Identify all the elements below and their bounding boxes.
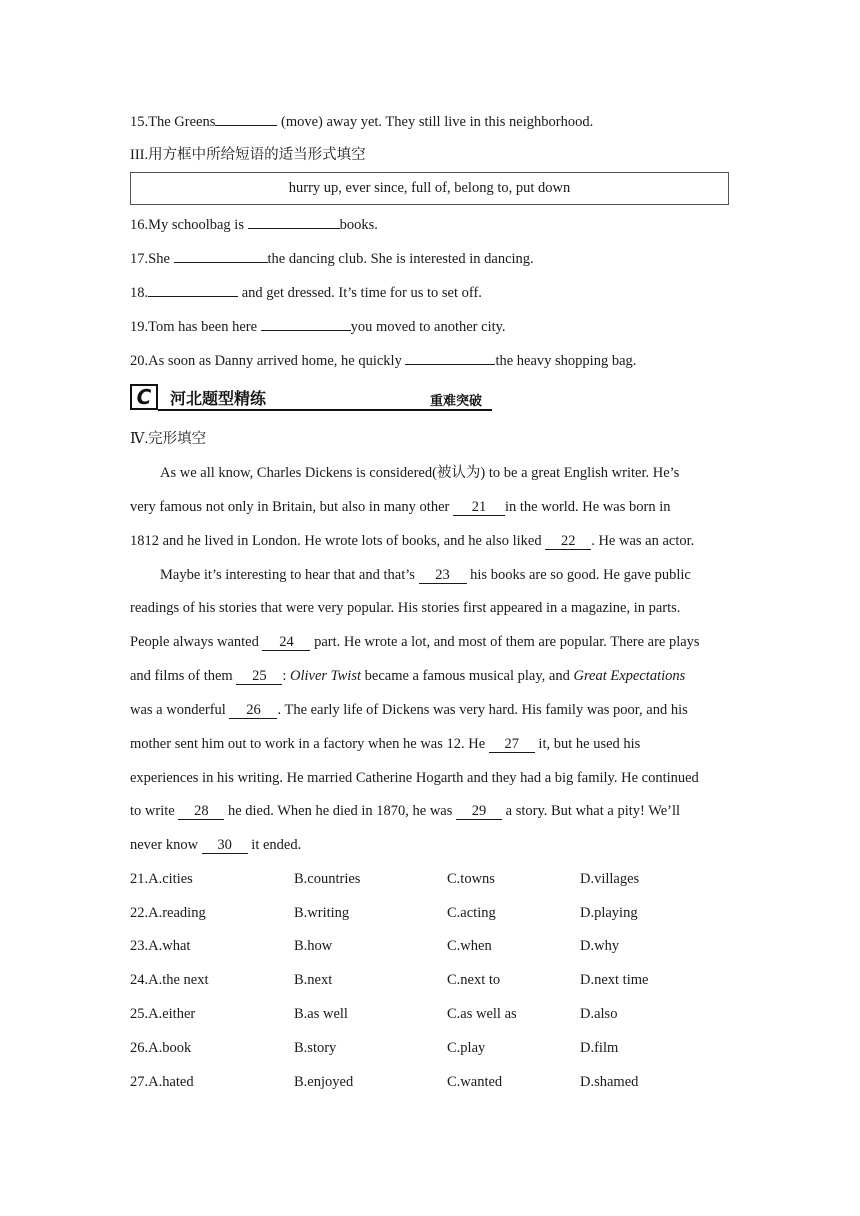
passage-line: Maybe it’s interesting to hear that and that’s 23 his books are so good. He gave public <box>160 567 691 583</box>
banner-c-logo: C <box>130 384 158 410</box>
option-c[interactable]: C.as well as <box>447 1006 517 1022</box>
blank-29[interactable]: 29 <box>456 803 502 820</box>
section-4-heading: Ⅳ.完形填空 <box>130 431 207 447</box>
option-b[interactable]: B.countries <box>294 871 361 887</box>
option-row <box>130 1004 730 1024</box>
option-c[interactable]: C.acting <box>447 905 496 921</box>
answer-blank[interactable] <box>248 228 340 229</box>
answer-blank[interactable] <box>148 296 238 297</box>
option-a[interactable]: 23.A.what <box>130 938 191 954</box>
passage-line: mother sent him out to work in a factory when he was 12. He 27 it, but he used his <box>130 736 641 752</box>
question-16: 16.My schoolbag is books. <box>130 217 378 233</box>
passage-line: As we all know, Charles Dickens is considered(被认为) to be a great English writer. He’s <box>160 465 680 481</box>
option-d[interactable]: D.also <box>580 1006 618 1022</box>
option-c[interactable]: C.next to <box>447 972 501 988</box>
option-b[interactable]: B.writing <box>294 905 350 921</box>
option-d[interactable]: D.next time <box>580 972 649 988</box>
answer-blank[interactable] <box>215 125 277 126</box>
question-17: 17.She the dancing club. She is interested in dancing. <box>130 251 534 267</box>
banner-rule <box>158 409 492 411</box>
blank-26[interactable]: 26 <box>229 702 277 719</box>
question-18: 18. and get dressed. It’s time for us to set off. <box>130 285 482 301</box>
section-3-heading: III.用方框中所给短语的适当形式填空 <box>130 147 366 163</box>
option-b[interactable]: B.story <box>294 1040 337 1056</box>
answer-blank[interactable] <box>174 262 268 263</box>
option-a[interactable]: 21.A.cities <box>130 871 193 887</box>
blank-28[interactable]: 28 <box>178 803 224 820</box>
section-banner <box>130 382 492 412</box>
question-15: 15.The Greens (move) away yet. They still live in this neighborhood. <box>130 114 594 130</box>
blank-25[interactable]: 25 <box>236 668 282 685</box>
question-19: 19.Tom has been here you moved to another city. <box>130 319 506 335</box>
blank-27[interactable]: 27 <box>489 736 535 753</box>
option-a[interactable]: 25.A.either <box>130 1006 196 1022</box>
option-row <box>130 1072 730 1092</box>
passage-line: to write 28 he died. When he died in 1870, he was 29 a story. But what a pity! We’ll <box>130 803 681 819</box>
phrase-box: hurry up, ever since, full of, belong to, put down <box>130 172 729 205</box>
blank-21[interactable]: 21 <box>453 499 505 516</box>
blank-23[interactable]: 23 <box>419 567 467 584</box>
option-a[interactable]: 27.A.hated <box>130 1074 194 1090</box>
option-b[interactable]: B.how <box>294 938 333 954</box>
blank-24[interactable]: 24 <box>262 634 310 651</box>
blank-22[interactable]: 22 <box>545 533 591 550</box>
banner-title: 河北题型精练 <box>170 389 267 408</box>
option-d[interactable]: D.villages <box>580 871 640 887</box>
blank-30[interactable]: 30 <box>202 837 248 854</box>
passage-line: never know 30 it ended. <box>130 837 302 853</box>
passage-line: very famous not only in Britain, but also in many other 21 in the world. He was born in <box>130 499 671 515</box>
option-c[interactable]: C.play <box>447 1040 486 1056</box>
passage-line: experiences in his writing. He married Catherine Hogarth and they had a big family. He continued <box>130 770 699 786</box>
option-row <box>130 903 730 923</box>
option-d[interactable]: D.shamed <box>580 1074 639 1090</box>
option-a[interactable]: 24.A.the next <box>130 972 209 988</box>
option-b[interactable]: B.enjoyed <box>294 1074 354 1090</box>
option-b[interactable]: B.next <box>294 972 333 988</box>
answer-blank[interactable] <box>405 364 495 365</box>
passage-line: readings of his stories that were very popular. His stories first appeared in a magazine, in parts. <box>130 600 681 616</box>
option-b[interactable]: B.as well <box>294 1006 348 1022</box>
option-row <box>130 869 730 889</box>
passage-line: was a wonderful 26 . The early life of Dickens was very hard. His family was poor, and his <box>130 702 688 718</box>
option-a[interactable]: 26.A.book <box>130 1040 192 1056</box>
option-a[interactable]: 22.A.reading <box>130 905 206 921</box>
question-20: 20.As soon as Danny arrived home, he quickly the heavy shopping bag. <box>130 353 637 369</box>
option-d[interactable]: D.why <box>580 938 620 954</box>
passage-line: 1812 and he lived in London. He wrote lots of books, and he also liked 22 . He was an actor. <box>130 533 695 549</box>
option-c[interactable]: C.wanted <box>447 1074 503 1090</box>
answer-blank[interactable] <box>261 330 351 331</box>
option-c[interactable]: C.towns <box>447 871 495 887</box>
option-d[interactable]: D.playing <box>580 905 638 921</box>
banner-subtitle: 重难突破 <box>430 394 483 409</box>
option-row <box>130 1038 730 1058</box>
option-row <box>130 970 730 990</box>
option-c[interactable]: C.when <box>447 938 492 954</box>
option-d[interactable]: D.film <box>580 1040 619 1056</box>
option-row <box>130 936 730 956</box>
passage-line: and films of them 25 : Oliver Twist became a famous musical play, and Great Expectations <box>130 668 686 684</box>
passage-line: People always wanted 24 part. He wrote a lot, and most of them are popular. There are plays <box>130 634 700 650</box>
